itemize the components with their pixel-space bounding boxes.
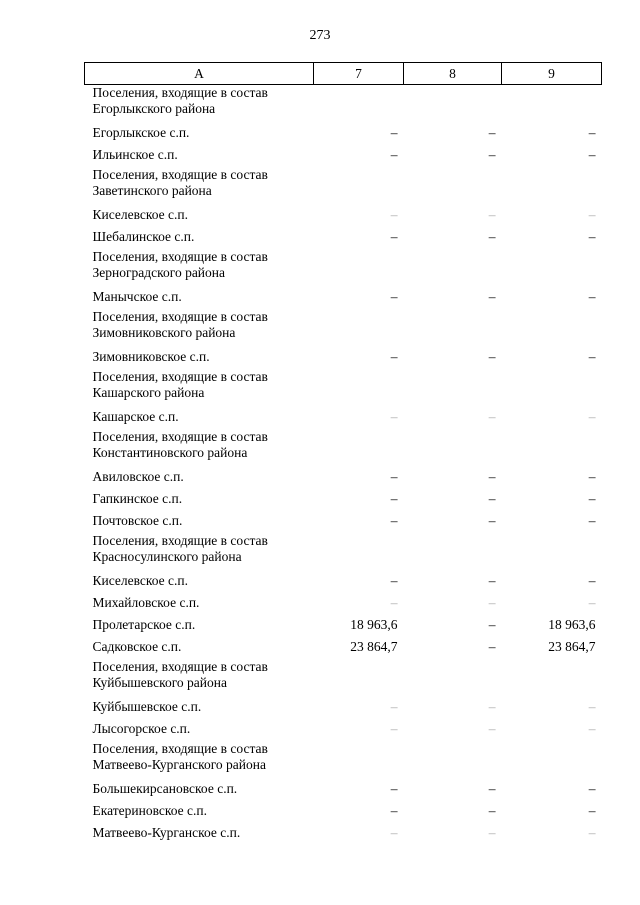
value-col-8: – <box>488 468 496 484</box>
value-col-7: – <box>390 572 398 588</box>
value-col-9: 18 963,6 <box>548 616 596 632</box>
value-col-9: – <box>588 288 596 304</box>
budget-table <box>84 62 602 843</box>
value-col-7: – <box>390 206 398 222</box>
group-label: Поселения, входящие в состав Заветинского района <box>92 166 268 198</box>
value-col-9: – <box>588 228 596 244</box>
value-col-8: – <box>488 490 496 506</box>
value-col-9: – <box>588 512 596 528</box>
value-col-9: – <box>588 468 596 484</box>
table-row <box>85 569 602 591</box>
value-col-9: – <box>588 408 596 424</box>
group-label: Поселения, входящие в состав Константиновского района <box>92 428 268 460</box>
value-col-8 <box>404 739 502 777</box>
value-col-7: – <box>390 124 398 140</box>
table-row <box>85 345 602 367</box>
table-row <box>85 203 602 225</box>
value-col-7: – <box>390 824 398 840</box>
value-col-7: – <box>390 698 398 714</box>
value-col-9: – <box>588 802 596 818</box>
value-col-8: – <box>488 638 496 654</box>
table-row <box>85 509 602 531</box>
value-col-8 <box>404 427 502 465</box>
value-col-9: – <box>588 124 596 140</box>
group-label: Поселения, входящие в состав Куйбышевского района <box>92 658 268 690</box>
settlement-name: Екатериновское с.п. <box>92 802 207 818</box>
table-group-row <box>85 85 602 121</box>
value-col-8: – <box>488 288 496 304</box>
table-row <box>85 487 602 509</box>
value-col-7: – <box>390 720 398 736</box>
value-col-7: – <box>390 490 398 506</box>
value-col-8: – <box>488 594 496 610</box>
value-col-9: – <box>588 572 596 588</box>
settlement-name: Садковское с.п. <box>92 638 182 654</box>
value-col-9: – <box>588 824 596 840</box>
value-col-7: – <box>390 228 398 244</box>
value-col-7: – <box>390 348 398 364</box>
table-group-row <box>85 247 602 285</box>
group-label: Поселения, входящие в состав Кашарского района <box>92 368 268 400</box>
value-col-9 <box>502 307 602 345</box>
table-row <box>85 285 602 307</box>
settlement-name: Гапкинское с.п. <box>92 490 183 506</box>
table-group-row <box>85 739 602 777</box>
value-col-9 <box>502 367 602 405</box>
value-col-8: – <box>488 124 496 140</box>
value-col-9: – <box>588 594 596 610</box>
value-col-9: – <box>588 206 596 222</box>
value-col-9: – <box>588 698 596 714</box>
header-col-8: 8 <box>404 63 502 85</box>
group-label: Поселения, входящие в состав Красносулинского района <box>92 532 268 564</box>
value-col-7: 18 963,6 <box>350 616 398 632</box>
settlement-name: Ильинское с.п. <box>92 146 178 162</box>
value-col-9: – <box>588 780 596 796</box>
value-col-9 <box>502 657 602 695</box>
header-col-9: 9 <box>502 63 602 85</box>
table-group-row <box>85 367 602 405</box>
settlement-name: Куйбышевское с.п. <box>92 698 202 714</box>
table-row <box>85 465 602 487</box>
value-col-7: – <box>390 408 398 424</box>
value-col-8: – <box>488 146 496 162</box>
table-group-row <box>85 307 602 345</box>
value-col-7: – <box>390 512 398 528</box>
value-col-8: – <box>488 824 496 840</box>
value-col-9 <box>502 165 602 203</box>
table-row <box>85 799 602 821</box>
value-col-8: – <box>488 206 496 222</box>
value-col-8: – <box>488 616 496 632</box>
value-col-7: – <box>390 468 398 484</box>
settlement-name: Пролетарское с.п. <box>92 616 196 632</box>
table-row <box>85 143 602 165</box>
value-col-7: 23 864,7 <box>350 638 398 654</box>
table-header <box>85 63 602 85</box>
value-col-8: – <box>488 512 496 528</box>
value-col-7 <box>314 657 404 695</box>
settlement-name: Киселевское с.п. <box>92 572 189 588</box>
value-col-8: – <box>488 348 496 364</box>
settlement-name: Михайловское с.п. <box>92 594 200 610</box>
value-col-9 <box>502 531 602 569</box>
value-col-9: – <box>588 146 596 162</box>
value-col-7: – <box>390 288 398 304</box>
value-col-7: – <box>390 594 398 610</box>
table-row <box>85 821 602 843</box>
value-col-8: – <box>488 720 496 736</box>
value-col-7: – <box>390 146 398 162</box>
value-col-9 <box>502 85 602 121</box>
value-col-8: – <box>488 780 496 796</box>
header-row <box>85 63 602 85</box>
value-col-8 <box>404 657 502 695</box>
group-label: Поселения, входящие в состав Зерноградского района <box>92 248 268 280</box>
header-col-a: А <box>85 63 314 85</box>
value-col-8 <box>404 165 502 203</box>
table-group-row <box>85 427 602 465</box>
table-row <box>85 613 602 635</box>
settlement-name: Шебалинское с.п. <box>92 228 195 244</box>
table-row <box>85 225 602 247</box>
value-col-9: – <box>588 348 596 364</box>
value-col-8 <box>404 367 502 405</box>
table-row <box>85 777 602 799</box>
settlement-name: Киселевское с.п. <box>92 206 189 222</box>
table-body <box>85 85 602 843</box>
settlement-name: Почтовское с.п. <box>92 512 183 528</box>
group-label: Поселения, входящие в состав Егорлыкского района <box>92 85 268 116</box>
value-col-8: – <box>488 572 496 588</box>
value-col-8: – <box>488 228 496 244</box>
table-group-row <box>85 531 602 569</box>
value-col-8 <box>404 247 502 285</box>
settlement-name: Манычское с.п. <box>92 288 182 304</box>
table-row <box>85 405 602 427</box>
settlement-name: Кашарское с.п. <box>92 408 179 424</box>
value-col-9: 23 864,7 <box>548 638 596 654</box>
settlement-name: Матвеево-Курганское с.п. <box>92 824 241 840</box>
value-col-7 <box>314 85 404 121</box>
value-col-8 <box>404 531 502 569</box>
value-col-7 <box>314 531 404 569</box>
value-col-8: – <box>488 698 496 714</box>
value-col-7: – <box>390 802 398 818</box>
table-row <box>85 591 602 613</box>
value-col-9: – <box>588 720 596 736</box>
value-col-8: – <box>488 802 496 818</box>
table-row <box>85 635 602 657</box>
page-number: 273 <box>309 28 331 43</box>
settlement-name: Егорлыкское с.п. <box>92 124 190 140</box>
group-label: Поселения, входящие в состав Зимовниковского района <box>92 308 268 340</box>
value-col-7 <box>314 247 404 285</box>
header-col-7: 7 <box>314 63 404 85</box>
value-col-9 <box>502 739 602 777</box>
value-col-9: – <box>588 490 596 506</box>
value-col-7 <box>314 165 404 203</box>
value-col-7 <box>314 307 404 345</box>
value-col-8: – <box>488 408 496 424</box>
value-col-9 <box>502 247 602 285</box>
value-col-7 <box>314 427 404 465</box>
value-col-8 <box>404 85 502 121</box>
table-group-row <box>85 657 602 695</box>
value-col-7: – <box>390 780 398 796</box>
group-label: Поселения, входящие в состав Матвеево-Курганского района <box>92 740 268 772</box>
table-row <box>85 717 602 739</box>
settlement-name: Лысогорское с.п. <box>92 720 191 736</box>
table-row <box>85 121 602 143</box>
settlement-name: Зимовниковское с.п. <box>92 348 210 364</box>
table-group-row <box>85 165 602 203</box>
value-col-9 <box>502 427 602 465</box>
value-col-8 <box>404 307 502 345</box>
value-col-7 <box>314 739 404 777</box>
settlement-name: Авиловское с.п. <box>92 468 184 484</box>
table-row <box>85 695 602 717</box>
value-col-7 <box>314 367 404 405</box>
settlement-name: Большекирсановское с.п. <box>92 780 238 796</box>
